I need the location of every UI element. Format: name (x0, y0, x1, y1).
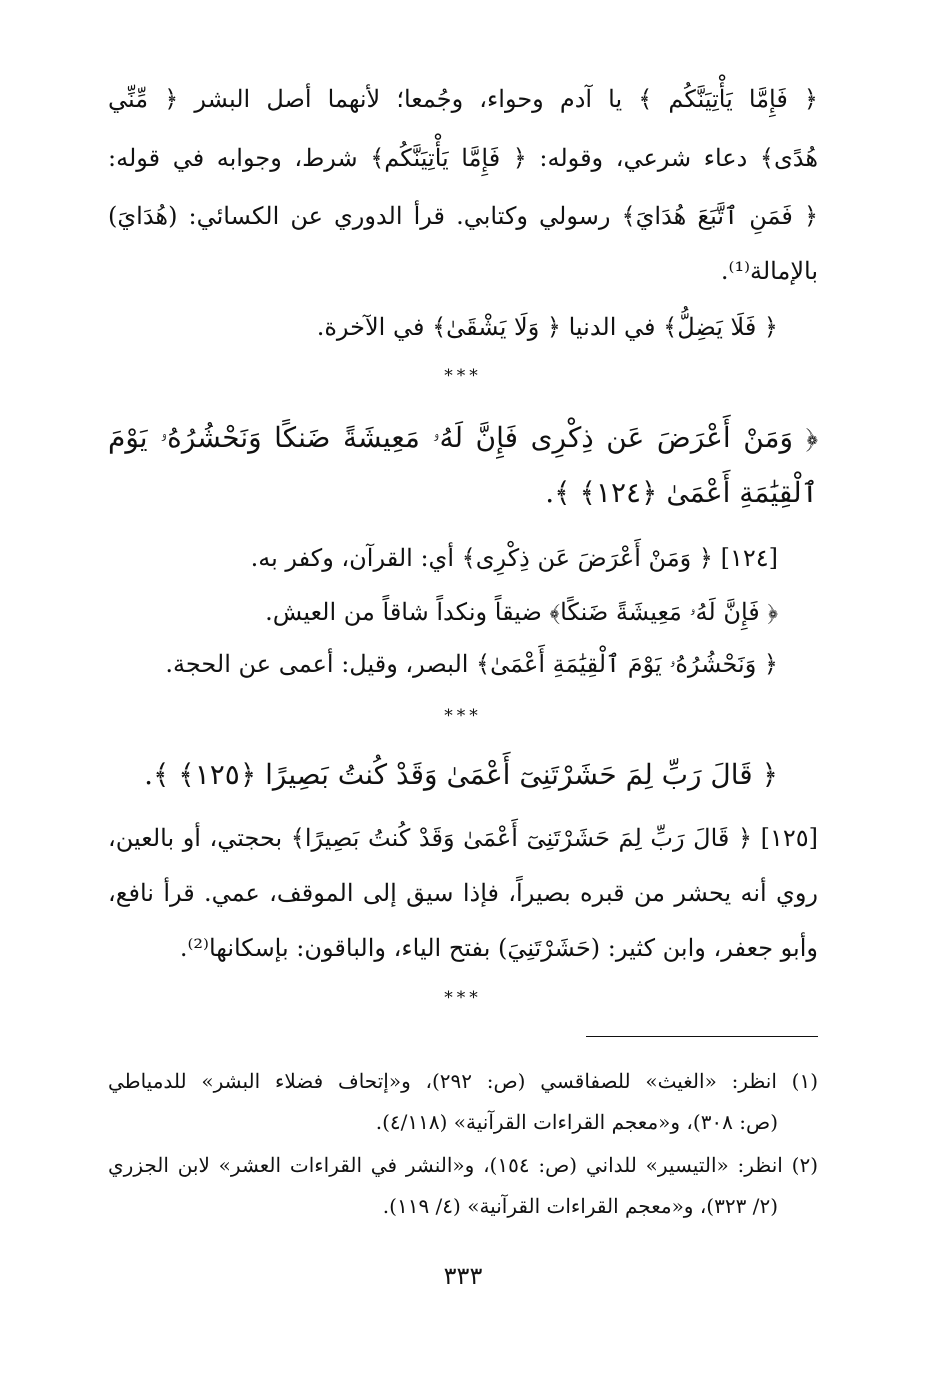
commentary-125-line-2: روي أنه يحشر من قبره بصيراً، فإذا سيق إلى الموقف، عمي. قرأ نافع، (108, 879, 818, 907)
verse-124-line-1: ﴿ وَمَنْ أَعْرَضَ عَن ذِكْرِى فَإِنَّ لَهُۥ مَعِيشَةً ضَنكًا وَنَحْشُرُهُۥ يَوْمَ (108, 421, 818, 454)
body-line-4: بالإمالة⁽¹⁾. (720, 257, 818, 285)
body-line-5: ﴿ فَلَا يَضِلُّ﴾ في الدنيا ﴿ وَلَا يَشْقَىٰ﴾ في الآخرة. (316, 313, 778, 341)
verse-125: ﴿ قَالَ رَبِّ لِمَ حَشَرْتَنِىٓ أَعْمَىٰ وَقَدْ كُنتُ بَصِيرًا ﴿١٢٥﴾ ﴾. (144, 758, 778, 791)
footnote-2-line-2: (٢/ ٣٢٣)، و«معجم القراءات القرآنية» (٤/ ١١٩). (382, 1194, 778, 1218)
footnote-2-line-1: (٢) انظر: «التيسير» للداني (ص: ١٥٤)، و«النشر في القراءات العشر» لابن الجزري (108, 1153, 818, 1177)
commentary-125-line-1: [١٢٥] ﴿ قَالَ رَبِّ لِمَ حَشَرْتَنِىٓ أَعْمَىٰ وَقَدْ كُنتُ بَصِيرًا﴾ بحجتي، أو بالعين، (108, 824, 818, 852)
section-separator-3: *** (444, 988, 482, 1008)
body-line-2: هُدًى﴾ دعاء شرعي، وقوله: ﴿ فَإِمَّا يَأْتِيَنَّكُم﴾ شرط، وجوابه في قوله: (108, 144, 818, 172)
body-line-3: ﴿ فَمَنِ ٱتَّبَعَ هُدَايَ﴾ رسولي وكتابي. قرأ الدوري عن الكسائي: (هُدَايَ) (108, 202, 818, 230)
page-number: ٣٣٣ (443, 1262, 483, 1290)
footnote-1-line-1: (١) انظر: «الغيث» للصفاقسي (ص: ٢٩٢)، و«إتحاف فضلاء البشر» للدمياطي (108, 1069, 819, 1093)
section-separator-2: *** (444, 706, 482, 726)
body-line-1: ﴿ فَإِمَّا يَأْتِيَنَّكُم ﴾ يا آدم وحواء، وجُمعا؛ لأنهما أصل البشر ﴿ مِّنِّي (108, 85, 818, 113)
commentary-124-line-1: [١٢٤] ﴿ وَمَنْ أَعْرَضَ عَن ذِكْرِى﴾ أي: القرآن، وكفر به. (250, 544, 778, 572)
verse-124-line-2: ٱلْقِيَٰمَةِ أَعْمَىٰ ﴿١٢٤﴾ ﴾. (545, 476, 818, 509)
section-separator-1: *** (444, 366, 482, 386)
footnote-1-line-2: (ص: ٣٠٨)، و«معجم القراءات القرآنية» (٤/١١٨). (375, 1110, 778, 1134)
footnote-divider (586, 1036, 818, 1037)
commentary-124-line-2: ﴿ فَإِنَّ لَهُۥ مَعِيشَةً ضَنكًا﴾ ضيقاً ونكداً شاقاً من العيش. (265, 598, 778, 626)
commentary-124-line-3: ﴿ وَنَحْشُرُهُۥ يَوْمَ ٱلْقِيَٰمَةِ أَعْمَىٰ﴾ البصر، وقيل: أعمى عن الحجة. (165, 650, 778, 678)
commentary-125-line-3: وأبو جعفر، وابن كثير: (حَشَرْتَنِيَ) بفتح الياء، والباقون: بإسكانها⁽²⁾. (179, 934, 818, 962)
